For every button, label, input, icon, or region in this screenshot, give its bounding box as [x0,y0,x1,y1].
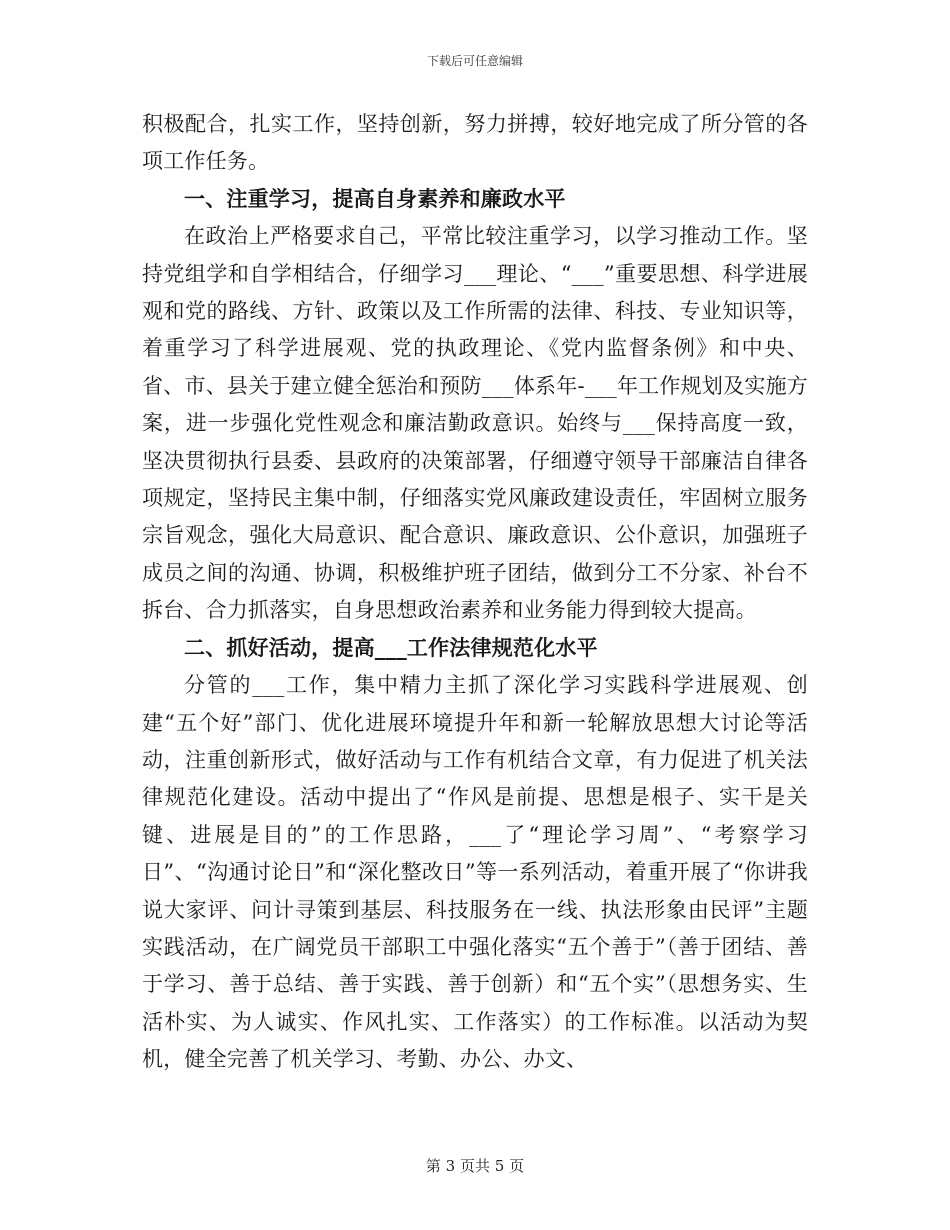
document-body [142,106,808,1079]
section-heading-1: 一、注重学习，提高自身素养和廉政水平 [184,186,566,211]
page-header: 下载后可任意编辑 [426,54,523,68]
paragraph-intro-continuation: 积极配合，扎实工作，坚持创新，努力拼搏，较好地完成了所分管的各项工作任务。 [142,112,808,174]
paragraph-section-1: 在政治上严格要求自己，平常比较注重学习，以学习推动工作。坚持党组学和自学相结合，仔细学习___理论、“___”重要思想、科学进展观和党的路线、方针、政策以及工作所需的法律、科技、专业知识等，着重学习了科学进展观、党的执政理论、《党内监督条例》和中央、省、市、县关于建立健全惩治和预防___体系年-___年工作规划及实施方案，进一步强化党性观念和廉洁勤政意识。始终与___保持高度一致，坚决贯彻执行县委、县政府的决策部署，仔细遵守领导干部廉洁自律各项规定，坚持民主集中制，仔细落实党风廉政建设责任，牢固树立服务宗旨观念，强化大局意识、配合意识、廉政意识、公仆意识，加强班子成员之间的沟通、协调，积极维护班子团结，做到分工不分家、补台不拆台、合力抓落实，自身思想政治素养和业务能力得到较大提高。 [142,224,808,623]
page-footer: 第 3 页共 5 页 [425,1157,525,1175]
paragraph-section-2: 分管的___工作，集中精力主抓了深化学习实践科学进展观、创建“五个好”部门、优化进展环境提升年和新一轮解放思想大讨论等活动，注重创新形式，做好活动与工作有机结合文章，有力促进了机关法律规范化建设。活动中提出了“作风是前提、思想是根子、实干是关键、进展是目的”的工作思路，___了“理论学习周”、“考察学习日”、“沟通讨论日”和“深化整改日”等一系列活动，着重开展了“你讲我说大家评、问计寻策到基层、科技服务在一线、执法形象由民评”主题实践活动，在广阔党员干部职工中强化落实“五个善于”（善于团结、善于学习、善于总结、善于实践、善于创新）和“五个实”（思想务实、生活朴实、为人诚实、作风扎实、工作落实）的工作标准。以活动为契机，健全完善了机关学习、考勤、办公、办文、 [142,673,808,1072]
section-heading-2: 二、抓好活动，提高___工作法律规范化水平 [184,635,598,660]
